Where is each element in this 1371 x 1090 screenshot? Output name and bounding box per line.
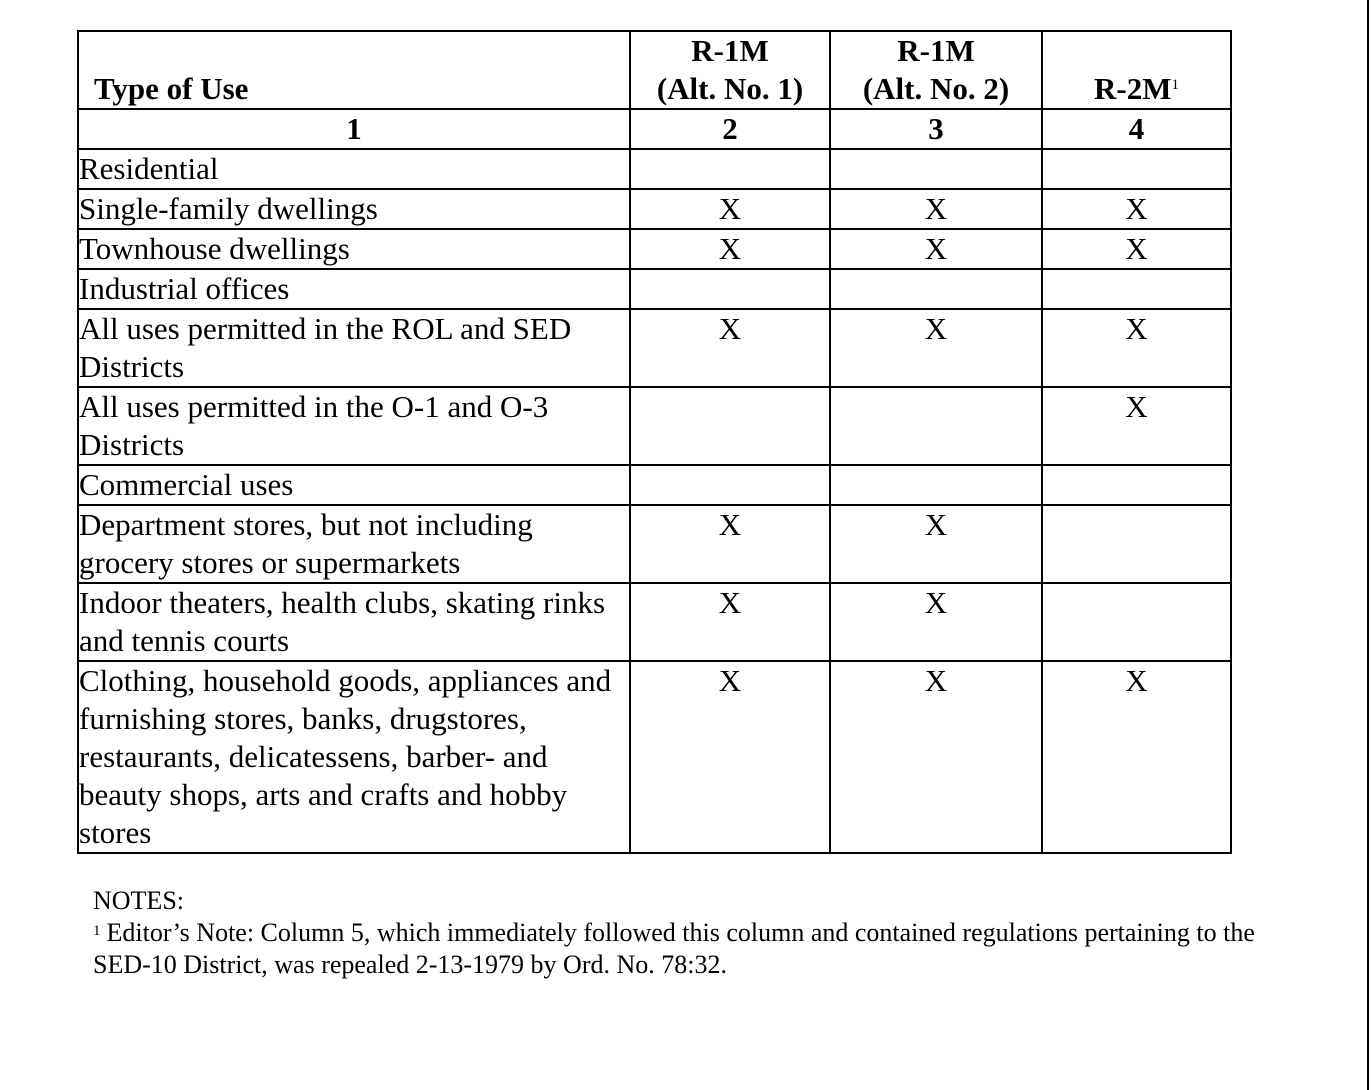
header-r1m-alt1 [630,31,830,109]
use-label: All uses permitted in the ROL and SED Districts [78,309,630,387]
mark-r1m-alt2: X [830,583,1042,661]
table-row [78,465,1231,505]
mark-r1m-alt1: X [630,661,830,853]
table-row [78,189,1231,229]
use-label: All uses permitted in the O-1 and O-3 Districts [78,387,630,465]
mark-r1m-alt1 [630,269,830,309]
mark-r1m-alt1 [630,465,830,505]
use-label: Clothing, household goods, appliances and furnishing stores, banks, drugstores, restaurants, delicatessens, barber- and beauty shops, arts and crafts and hobby stores [78,661,630,853]
table-row [78,387,1231,465]
column-number: 1 [78,109,630,149]
mark-r1m-alt1: X [630,189,830,229]
mark-r1m-alt2 [830,465,1042,505]
header-r1m-alt2-line2: (Alt. No. 2) [862,71,1010,106]
use-table [77,30,1232,854]
footnote-text: Editor’s Note: Column 5, which immediately followed this column and contained regulations pertaining to the SED-10 District, was repealed 2-13-1979 by Ord. No. 78:32. [93,918,1255,979]
header-r1m-alt2-line1: R-1M [897,33,975,68]
mark-r2m: X [1042,189,1231,229]
column-number: 2 [630,109,830,149]
mark-r2m [1042,465,1231,505]
mark-r1m-alt2 [830,149,1042,189]
mark-r2m: X [1042,661,1231,853]
use-label: Industrial offices [78,269,630,309]
header-r1m-alt2 [830,31,1042,109]
mark-r1m-alt2: X [830,505,1042,583]
footnote [93,917,1293,981]
header-type-of-use: Type of Use [78,31,630,109]
mark-r1m-alt1 [630,149,830,189]
mark-r2m: X [1042,309,1231,387]
header-row [78,31,1231,109]
mark-r2m [1042,269,1231,309]
mark-r2m [1042,583,1231,661]
mark-r1m-alt2 [830,269,1042,309]
mark-r1m-alt2 [830,387,1042,465]
mark-r2m: X [1042,229,1231,269]
header-r1m-alt1-line2: (Alt. No. 1) [656,71,804,106]
mark-r1m-alt2: X [830,189,1042,229]
mark-r2m: X [1042,387,1231,465]
use-label: Residential [78,149,630,189]
mark-r2m [1042,149,1231,189]
notes-heading: NOTES: [93,886,184,915]
mark-r1m-alt1: X [630,229,830,269]
use-label: Single-family dwellings [78,189,630,229]
use-label: Commercial uses [78,465,630,505]
table-row [78,229,1231,269]
use-label: Indoor theaters, health clubs, skating rinks and tennis courts [78,583,630,661]
header-r2m-footnote-marker: 1 [1171,77,1179,93]
page-edge-rule [1367,0,1369,1090]
table-row [78,309,1231,387]
table-row [78,583,1231,661]
mark-r1m-alt1: X [630,309,830,387]
table-row [78,269,1231,309]
notes-section [93,885,1293,981]
mark-r1m-alt2: X [830,661,1042,853]
mark-r1m-alt1 [630,387,830,465]
use-label: Department stores, but not including grocery stores or supermarkets [78,505,630,583]
table-row [78,505,1231,583]
mark-r1m-alt2: X [830,229,1042,269]
header-r2m [1042,31,1231,109]
mark-r1m-alt2: X [830,309,1042,387]
mark-r1m-alt1: X [630,583,830,661]
mark-r2m [1042,505,1231,583]
mark-r1m-alt1: X [630,505,830,583]
column-number-row [78,109,1231,149]
table-row [78,661,1231,853]
column-number: 4 [1042,109,1231,149]
table-row [78,149,1231,189]
column-number: 3 [830,109,1042,149]
footnote-marker: 1 [93,923,101,939]
header-r2m-label: R-2M [1094,71,1172,106]
use-label: Townhouse dwellings [78,229,630,269]
header-r1m-alt1-line1: R-1M [691,33,769,68]
